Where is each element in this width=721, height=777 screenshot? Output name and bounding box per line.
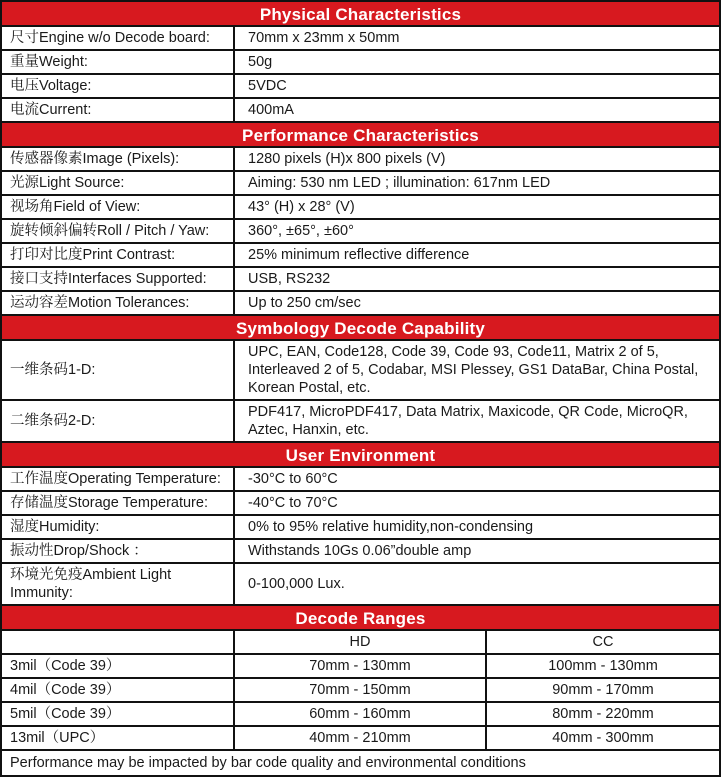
row-label: 视场角Field of View:	[2, 196, 235, 218]
row-label: 尺寸Engine w/o Decode board:	[2, 27, 235, 49]
row-value: PDF417, MicroPDF417, Data Matrix, Maxicode, QR Code, MicroQR, Aztec, Hanxin, etc.	[248, 404, 688, 438]
decode-column-header: HD	[235, 631, 487, 653]
row-value: 25% minimum reflective difference	[248, 247, 470, 263]
row-label: 接口支持Interfaces Supported:	[2, 268, 235, 290]
spec-row	[2, 27, 719, 51]
row-value: -30°C to 60°C	[248, 471, 338, 487]
row-label: 电压Voltage:	[2, 75, 235, 97]
spec-row	[2, 51, 719, 75]
row-label: 一维条码1-D:	[2, 341, 235, 399]
decode-row-label: 5mil（Code 39）	[2, 703, 235, 725]
row-label: 打印对比度Print Contrast:	[2, 244, 235, 266]
spec-row	[2, 220, 719, 244]
decode-hd-value: 70mm - 150mm	[235, 679, 487, 701]
decode-row	[2, 727, 719, 751]
row-value: 43° (H) x 28° (V)	[248, 199, 355, 215]
row-value: 0% to 95% relative humidity,non-condensing	[248, 519, 534, 535]
decode-row-label: 4mil（Code 39）	[2, 679, 235, 701]
decode-column-header: CC	[592, 634, 614, 650]
spec-row	[2, 172, 719, 196]
spec-row	[2, 401, 719, 443]
row-label: 光源Light Source:	[2, 172, 235, 194]
spec-row	[2, 292, 719, 316]
decode-row-label: 3mil（Code 39）	[2, 655, 235, 677]
section-header: User Environment	[2, 443, 719, 468]
decode-row	[2, 703, 719, 727]
row-label: 工作温度Operating Temperature:	[2, 468, 235, 490]
spec-row	[2, 268, 719, 292]
row-value: 50g	[248, 54, 273, 70]
spec-row	[2, 468, 719, 492]
decode-hd-value: 40mm - 210mm	[235, 727, 487, 749]
row-label: 旋转倾斜偏转Roll / Pitch / Yaw:	[2, 220, 235, 242]
footnote: Performance may be impacted by bar code quality and environmental conditions	[10, 755, 526, 771]
spec-row	[2, 516, 719, 540]
spec-row	[2, 564, 719, 606]
spec-row	[2, 196, 719, 220]
row-label: 环境光免疫Ambient Light Immunity:	[2, 564, 235, 604]
decode-row-label: 13mil（UPC）	[2, 727, 235, 749]
row-value: Aiming: 530 nm LED ; illumination: 617nm LED	[248, 175, 551, 191]
row-value: 5VDC	[248, 78, 287, 94]
row-value: -40°C to 70°C	[248, 495, 338, 511]
row-label: 重量Weight:	[2, 51, 235, 73]
row-label: 传感器像素Image (Pixels):	[2, 148, 235, 170]
decode-cc-value: 40mm - 300mm	[552, 730, 654, 746]
decode-cc-value: 80mm - 220mm	[552, 706, 654, 722]
spec-row	[2, 244, 719, 268]
decode-row	[2, 655, 719, 679]
spec-row	[2, 75, 719, 99]
row-label: 电流Current:	[2, 99, 235, 121]
section-header: Decode Ranges	[2, 606, 719, 631]
decode-cc-value: 90mm - 170mm	[552, 682, 654, 698]
decode-hd-value: 60mm - 160mm	[235, 703, 487, 725]
row-label: 振动性Drop/Shock ：	[2, 540, 235, 562]
spec-row	[2, 540, 719, 564]
spec-row	[2, 99, 719, 123]
section-header: Symbology Decode Capability	[2, 316, 719, 341]
decode-column-header-row	[2, 631, 719, 655]
decode-row	[2, 679, 719, 703]
section-header: Performance Characteristics	[2, 123, 719, 148]
row-value: UPC, EAN, Code128, Code 39, Code 93, Code11, Matrix 2 of 5, Interleaved 2 of 5, Codabar, MSI Plessey, GS1 DataBar, China Postal, Korean Postal, etc.	[248, 344, 699, 396]
spec-row	[2, 492, 719, 516]
spec-row	[2, 341, 719, 401]
row-label: 二维条码2-D:	[2, 401, 235, 441]
row-label: 运动容差Motion Tolerances:	[2, 292, 235, 314]
row-value: USB, RS232	[248, 271, 331, 287]
spec-row	[2, 148, 719, 172]
row-value: 0-100,000 Lux.	[248, 576, 345, 592]
row-value: Withstands 10Gs 0.06”double amp	[248, 543, 472, 559]
footnote-row	[2, 751, 719, 775]
row-value: 70mm x 23mm x 50mm	[248, 30, 400, 46]
decode-cc-value: 100mm - 130mm	[548, 658, 658, 674]
row-value: Up to 250 cm/sec	[248, 295, 361, 311]
row-label: 湿度Humidity:	[2, 516, 235, 538]
decode-hd-value: 70mm - 130mm	[235, 655, 487, 677]
row-label: 存储温度Storage Temperature:	[2, 492, 235, 514]
section-header: Physical Characteristics	[2, 2, 719, 27]
row-value: 360°, ±65°, ±60°	[248, 223, 354, 239]
row-value: 400mA	[248, 102, 294, 118]
row-value: 1280 pixels (H)x 800 pixels (V)	[248, 151, 446, 167]
decode-corner-cell	[2, 631, 235, 653]
